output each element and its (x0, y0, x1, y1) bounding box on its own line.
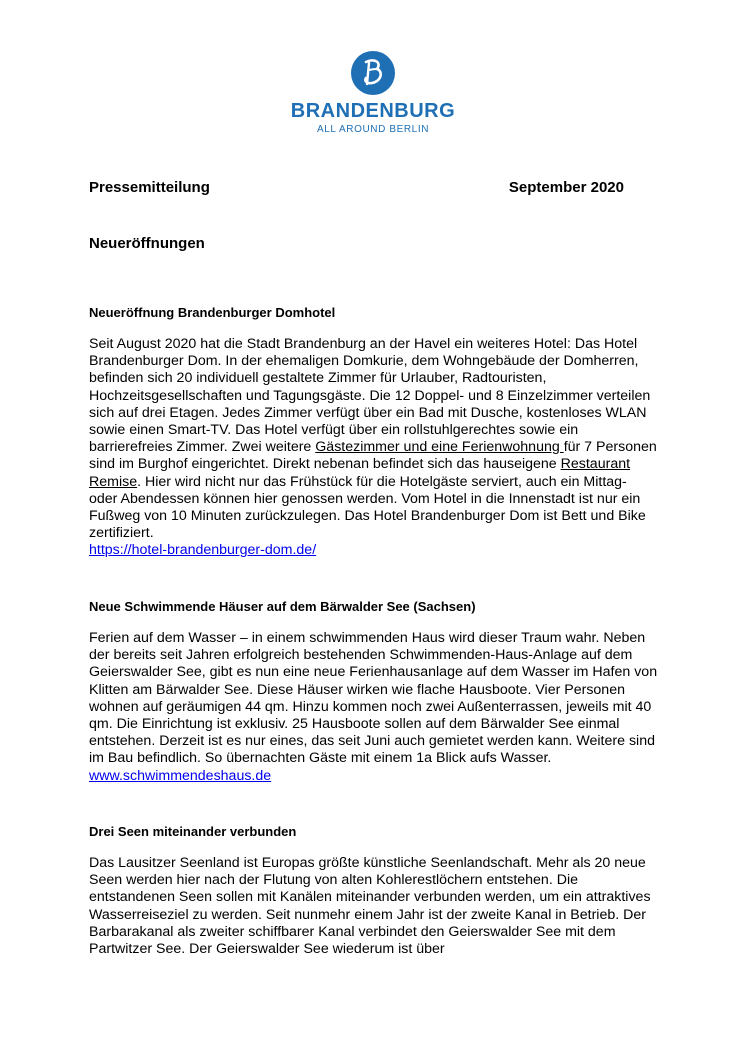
logo-name: BRANDENBURG (290, 100, 456, 122)
body-text: Das Lausitzer Seenland ist Europas größte künstliche Seenlandschaft. Mehr als 20 neue Seen werden hier nach der Flutung von alten Kohlerestlöchern entstehen. Die entstandenen Seen sollen mit Kanälen miteinander verbunden werden, um ein attraktives Wasserreiseziel zu werden. Seit nunmehr einem Jahr ist der zweite Kanal in Betrieb. Der Barbarakanal als zweiter schiffbarer Kanal verbindet den Geierswalder See mit dem Partwitzer See. Der Geierswalder See wiederum ist über (89, 855, 651, 958)
section-heading-domhotel: Neueröffnung Brandenburger Domhotel (89, 305, 336, 320)
section-heading-drei-seen: Drei Seen miteinander verbunden (89, 824, 297, 839)
body-text: . Hier wird nicht nur das Frühstück für die Hotelgäste serviert, auch ein Mittag- oder Abendessen können hier genossen werden. Vom Hotel in die Innenstadt ist nur ein Fußweg von 10 Minuten zurückzulegen. Das Hotel Brandenburger Dom ist Bett und Bike zertifiziert. (89, 473, 646, 542)
brandenburg-emblem-icon (350, 50, 396, 96)
section-body-domhotel (89, 336, 659, 560)
section-heading-schwimmende-haeuser: Neue Schwimmende Häuser auf dem Bärwalder See (Sachsen) (89, 599, 476, 614)
body-text: Ferien auf dem Wasser – in einem schwimmenden Haus wird dieser Traum wahr. Neben der bereits seit Jahren erfolgreich bestehenden Schwimmenden-Haus-Anlage auf dem Geierswalder See, gibt es nun eine neue Ferienhausanlage auf dem Wasser im Hafen von Klitten am Bärwalder See. Diese Häuser wirken wie flache Hausboote. Vier Personen wohnen auf geräumigen 44 qm. Hinzu kommen noch zwei Außenterrassen, jeweils mit 40 qm. Die Einrichtung ist exklusiv. 25 Hausboote sollen auf dem Bärwalder See einmal entstehen. Derzeit ist es nur eines, das seit Juni auch gemietet werden kann. Weitere sind im Bau befindlich. So übernachten Gäste mit einem 1a Blick aufs Wasser. (89, 630, 658, 767)
hotel-url-link[interactable]: https://hotel-brandenburger-dom.de/ (89, 542, 317, 559)
guestrooms-link[interactable]: Gästezimmer und eine Ferienwohnung (315, 439, 564, 456)
document-date: September 2020 (508, 179, 624, 196)
document-header (89, 179, 624, 197)
body-text: Seit August 2020 hat die Stadt Brandenburg an der Havel ein weiteres Hotel: Das Hotel Brandenburger Dom. In der ehemaligen Domkurie, dem Wohngebäude der Domherren, befinden sich 20 individuell gestaltete Zimmer für Urlauber, Radtouristen, Hochzeitsgesellschaften und Tagungsgäste. Die 12 Doppel- und 8 Einzelzimmer verteilen sich auf drei Etagen. Jedes Zimmer verfügt über ein Bad mit Dusche, kostenloses WLAN sowie einen Smart-TV. Das Hotel verfügt über ein rollstuhlgerechtes sowie ein barrierefreies Zimmer. Zwei weitere (89, 336, 651, 456)
body-text: für 7 Personen sind im Burghof eingerichtet. Direkt nebenan befindet sich das hauseigene (89, 439, 657, 473)
document-type: Pressemitteilung (89, 179, 210, 196)
restaurant-link[interactable]: Restaurant Remise (89, 456, 631, 490)
section-body-drei-seen (89, 855, 659, 958)
schwimmendeshaus-link[interactable]: www.schwimmendeshaus.de (89, 767, 272, 784)
brandenburg-logo (0, 50, 746, 136)
page-title: Neueröffnungen (89, 235, 205, 252)
section-body-schwimmende-haeuser (89, 630, 659, 785)
logo-tagline: ALL AROUND BERLIN (316, 124, 430, 135)
